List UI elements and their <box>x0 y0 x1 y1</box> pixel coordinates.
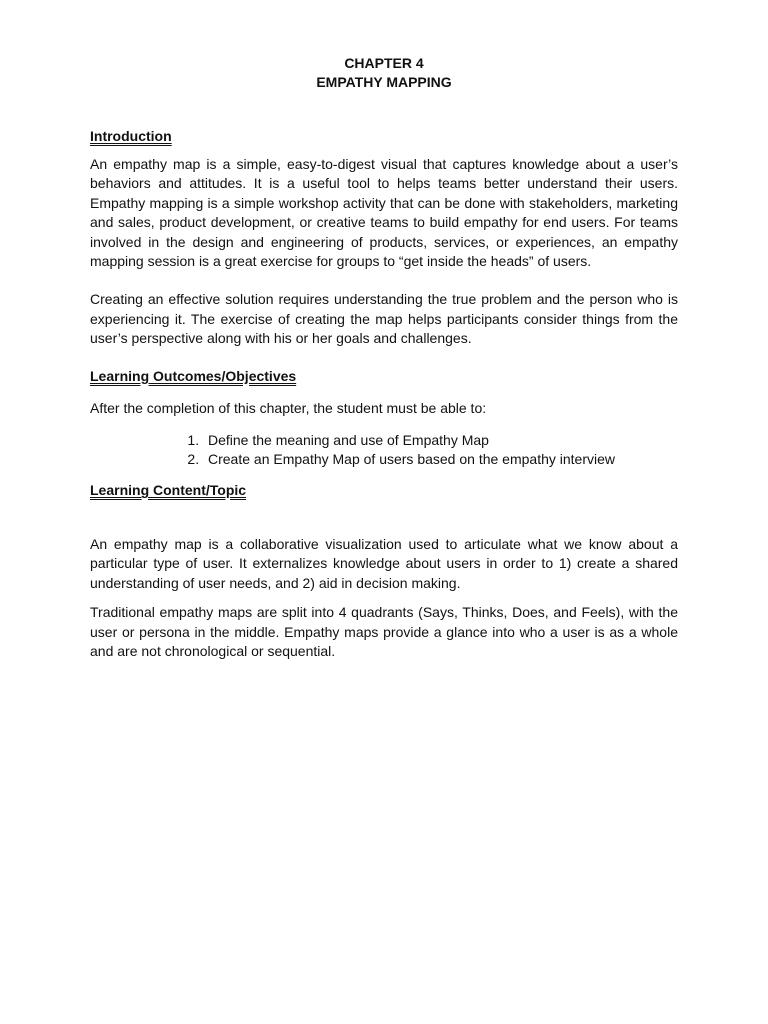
chapter-number: CHAPTER 4 <box>344 55 424 71</box>
learning-content-heading: Learning Content/Topic <box>90 482 247 499</box>
learning-content-paragraph: An empathy map is a collaborative visualization used to articulate what we know about a particular type of user. It externalizes knowledge about users in order to 1) create a shared understanding of user needs, and 2) aid in decision making. <box>90 536 678 591</box>
list-item: 1. Define the meaning and use of Empathy Map <box>203 431 678 450</box>
introduction-heading: Introduction <box>90 128 172 144</box>
introduction-paragraph: Creating an effective solution requires understanding the true problem and the person who is experiencing it. The exercise of creating the map helps participants consider things from the user’s perspective along with his or her goals and challenges. <box>90 291 678 347</box>
learning-outcomes-lead: After the completion of this chapter, the student must be able to: <box>90 399 487 416</box>
learning-outcomes-list <box>90 431 678 468</box>
list-item: 2. Create an Empathy Map of users based on the empathy interview <box>203 450 678 469</box>
introduction-paragraph: An empathy map is a simple, easy-to-digest visual that captures knowledge about a user’s behaviors and attitudes. It is a useful tool to helps teams better understand their users. Empathy mapping is a simple workshop activity that can be done with stakeholders, marketing and sales, product development, or creative teams to build empathy for end users. For teams involved in the design and engineering of products, services, or experiences, an empathy mapping session is a great exercise for groups to “get inside the heads” of users. <box>90 156 678 270</box>
learning-content-paragraph: Traditional empathy maps are split into 4 quadrants (Says, Thinks, Does, and Feels), with the user or persona in the middle. Empathy maps provide a glance into who a user is as a whole and are not chronological or sequential. <box>90 604 678 660</box>
chapter-title: EMPATHY MAPPING <box>316 74 452 90</box>
document-page <box>90 54 678 662</box>
learning-outcomes-heading: Learning Outcomes/Objectives <box>90 367 297 384</box>
